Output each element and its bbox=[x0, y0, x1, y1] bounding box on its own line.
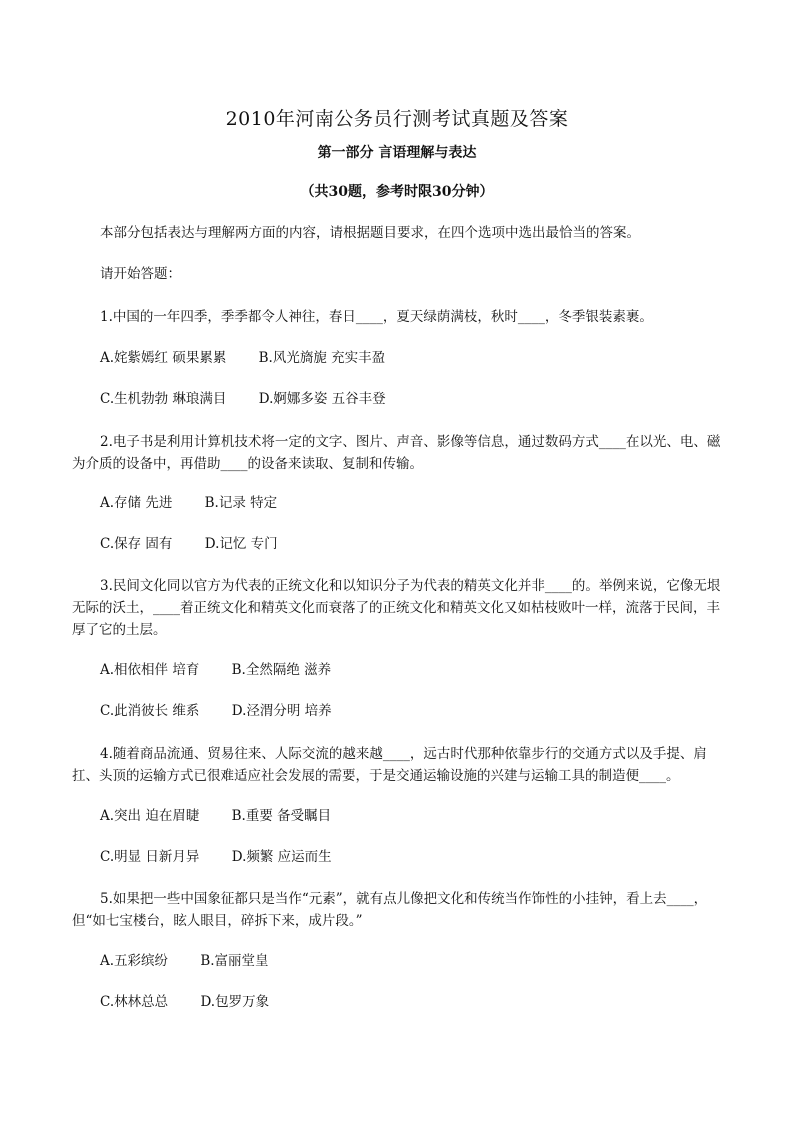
question-4-option-a: A.突出 迫在眉睫 bbox=[100, 808, 200, 824]
question-5-option-a: A.五彩缤纷 bbox=[100, 953, 169, 969]
question-5-stem: 5.如果把一些中国象征都只是当作“元素”，就有点儿像把文化和传统当作饰性的小挂钟，看上去____，但“如七宝楼台，眩人眼目，碎拆下来，成片段。” bbox=[72, 891, 708, 929]
document-title: 2010年河南公务员行测考试真题及答案 bbox=[225, 108, 569, 130]
question-2-stem: 2.电子书是利用计算机技术将一定的文字、图片、声音、影像等信息，通过数码方式____在以光、电、磁为介质的设备中，再借助____的设备来读取、复制和传输。 bbox=[72, 434, 721, 472]
question-5-options-row-1 bbox=[100, 950, 269, 972]
question-1-options-row-2 bbox=[100, 388, 386, 410]
section-note: （共30题，参考时限30分钟） bbox=[300, 184, 494, 200]
question-5-option-d: D.包罗万象 bbox=[200, 994, 270, 1010]
question-4-option-c: C.明显 日新月异 bbox=[100, 849, 200, 865]
question-2-option-a: A.存储 先进 bbox=[100, 495, 173, 511]
question-4-option-b: B.重要 备受瞩目 bbox=[231, 808, 332, 824]
question-3-stem: 3.民间文化同以官方为代表的正统文化和以知识分子为代表的精英文化并非____的。举例来说，它像无垠无际的沃土，____着正统文化和精英文化而衰落了的正统文化和精英文化又如枯枝败叶一样，流落于民间，丰厚了它的土层。 bbox=[72, 578, 721, 638]
question-1-option-a: A.姹紫嫣红 硕果累累 bbox=[100, 350, 227, 366]
question-3-option-c: C.此消彼长 维系 bbox=[100, 703, 200, 719]
question-3-options-row-2 bbox=[100, 700, 332, 722]
question-1-option-b: B.风光旖旎 充实丰盈 bbox=[258, 350, 386, 366]
question-4-stem: 4.随着商品流通、贸易往来、人际交流的越来越____，远古时代那种依靠步行的交通方式以及手提、肩扛、头顶的运输方式已很难适应社会发展的需要，于是交通运输设施的兴建与运输工具的制造便____。 bbox=[72, 746, 707, 784]
question-1-stem: 1.中国的一年四季，季季都令人神往，春日____，夏天绿荫满枝，秋时____，冬季银装素裹。 bbox=[100, 309, 653, 325]
section-heading: 第一部分 言语理解与表达 bbox=[317, 145, 477, 161]
question-2-option-b: B.记录 特定 bbox=[204, 495, 278, 511]
question-5-options-row-2 bbox=[100, 991, 269, 1013]
question-5-option-c: C.林林总总 bbox=[100, 994, 169, 1010]
question-1-options-row-1 bbox=[100, 347, 385, 369]
start-instruction: 请开始答题： bbox=[100, 266, 181, 282]
question-2-option-d: D.记忆 专门 bbox=[204, 536, 278, 552]
question-3-options-row-1 bbox=[100, 659, 331, 681]
question-4-option-d: D.频繁 应运而生 bbox=[231, 849, 332, 865]
question-4-options-row-1 bbox=[100, 805, 331, 827]
question-2-option-c: C.保存 固有 bbox=[100, 536, 173, 552]
question-1-option-d: D.婀娜多姿 五谷丰登 bbox=[258, 391, 386, 407]
question-3-option-a: A.相依相伴 培育 bbox=[100, 662, 200, 678]
question-1-option-c: C.生机勃勃 琳琅满目 bbox=[100, 391, 227, 407]
question-3-option-b: B.全然隔绝 滋养 bbox=[231, 662, 332, 678]
question-5-option-b: B.富丽堂皇 bbox=[200, 953, 269, 969]
question-4-options-row-2 bbox=[100, 846, 332, 868]
intro-paragraph: 本部分包括表达与理解两方面的内容，请根据题目要求，在四个选项中选出最恰当的答案。 bbox=[100, 225, 640, 241]
question-2-options-row-2 bbox=[100, 533, 278, 555]
question-3-option-d: D.泾渭分明 培养 bbox=[231, 703, 332, 719]
question-2-options-row-1 bbox=[100, 492, 277, 514]
